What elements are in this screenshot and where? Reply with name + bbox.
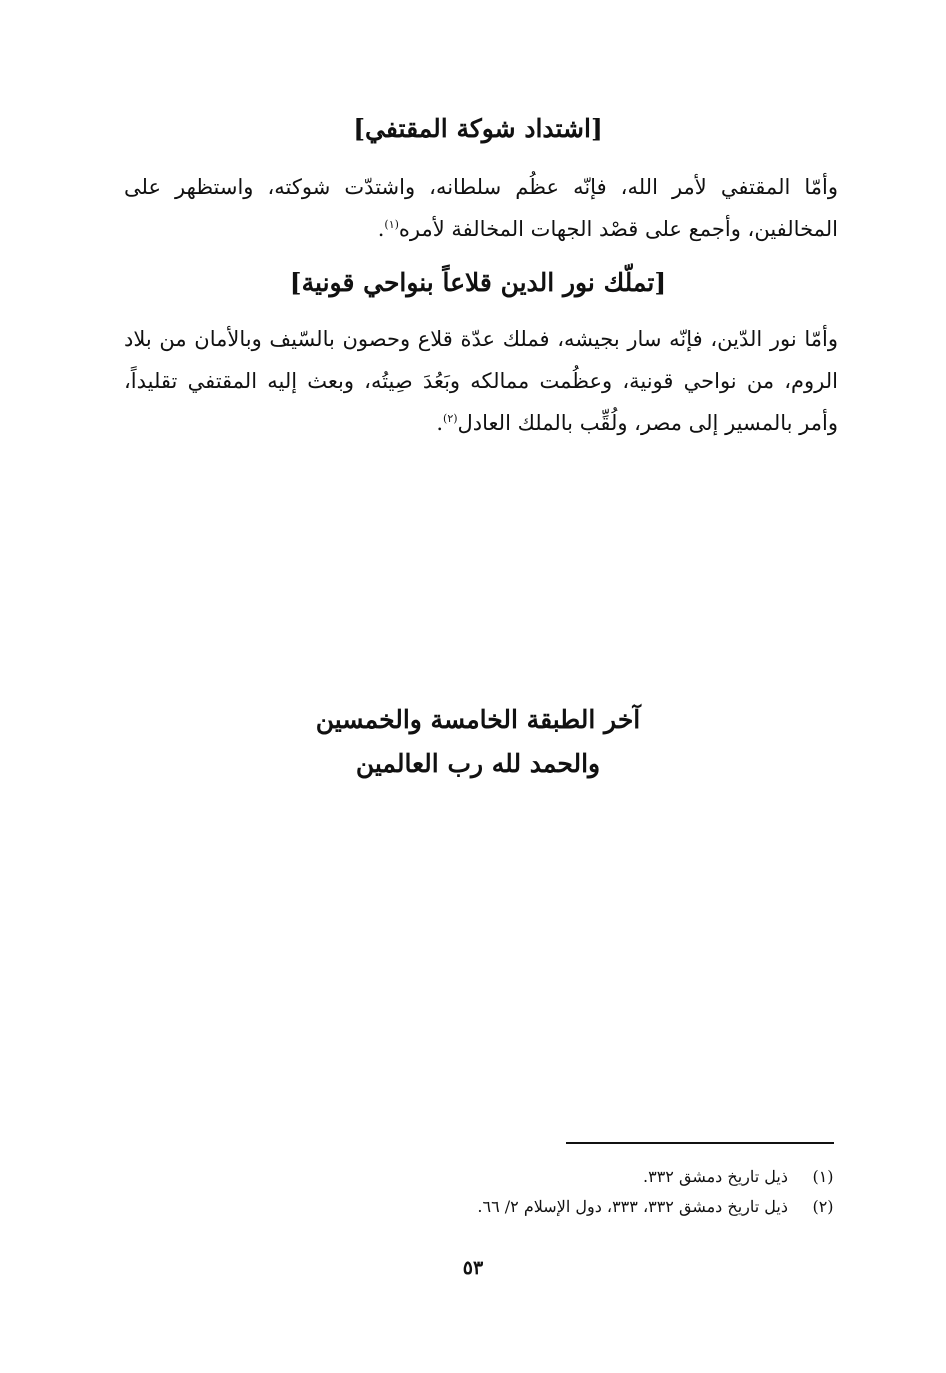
footnotes-list <box>124 1162 838 1222</box>
footnote-number: (١) <box>812 1167 834 1186</box>
footnote-ref-2: (٢) <box>443 412 458 425</box>
paragraph-2-end: . <box>436 411 444 435</box>
footnote-divider <box>566 1142 834 1144</box>
footnote-item-2 <box>124 1192 838 1222</box>
section-heading-1: [اشتداد شوكة المقتفي] <box>353 114 603 143</box>
footnote-text: ذيل تاريخ دمشق ٣٣٢، ٣٣٣، دول الإسلام ٢/ ٦٦. <box>477 1197 788 1216</box>
footnote-ref-1: (١) <box>384 218 399 231</box>
footnote-item-1 <box>124 1162 838 1192</box>
section-paragraph-1 <box>124 166 838 250</box>
section-paragraph-2 <box>124 318 838 444</box>
closing-line-1: آخر الطبقة الخامسة والخمسين <box>315 705 641 734</box>
section-heading-2: [تملّك نور الدين قلاعاً بنواحي قونية] <box>289 268 667 297</box>
page-number: ٥٣ <box>462 1257 484 1279</box>
closing-line-2: والحمد لله رب العالمين <box>355 749 601 778</box>
paragraph-1-text: وأمّا المقتفي لأمر الله، فإنّه عظُم سلطانه، واشتدّت شوكته، واستظهر على المخالفين، وأجمع على قصْد الجهات المخالفة لأمره <box>124 175 838 241</box>
footnote-number: (٢) <box>812 1197 834 1216</box>
footnote-text: ذيل تاريخ دمشق ٣٣٢. <box>643 1167 788 1186</box>
paragraph-2-text: وأمّا نور الدّين، فإنّه سار بجيشه، فملك عدّة قلاع وحصون بالسّيف وبالأمان من بلاد الروم، من نواحي قونية، وعظُمت ممالكه وبَعُدَ صِيتُه، وبعث إليه المقتفي تقليداً، وأمر بالمسير إلى مصر، ولُقِّب بالملك العادل <box>124 327 838 435</box>
paragraph-1-end: . <box>377 217 385 241</box>
